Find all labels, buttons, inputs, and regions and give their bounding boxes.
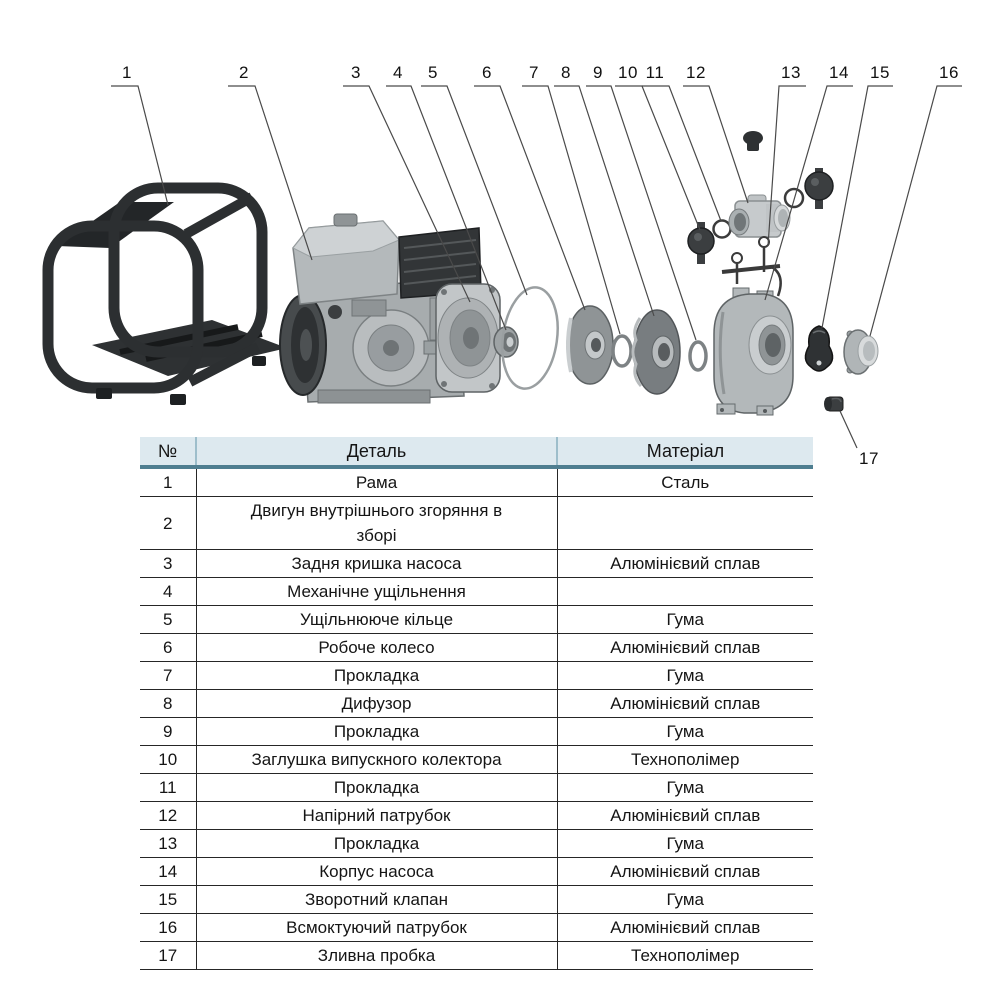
part-name: Всмоктуючий патрубок	[196, 914, 557, 942]
material-name: Гума	[557, 774, 813, 802]
table-row	[140, 634, 813, 662]
drain-plug-part	[824, 397, 843, 411]
table-row	[140, 550, 813, 578]
callout-9: 9	[593, 63, 603, 82]
row-number: 11	[140, 774, 196, 802]
pump-exploded-svg	[0, 0, 1000, 470]
parts-table	[140, 437, 813, 970]
table-row	[140, 467, 813, 497]
part-name: Напірний патрубок	[196, 802, 557, 830]
material-name: Гума	[557, 830, 813, 858]
row-number: 6	[140, 634, 196, 662]
table-header-row	[140, 437, 813, 467]
header-part: Деталь	[196, 437, 557, 467]
row-number: 2	[140, 497, 196, 550]
table-row	[140, 886, 813, 914]
part-name: Механічне ущільнення	[196, 578, 557, 606]
callout-6: 6	[482, 63, 492, 82]
material-name: Технополімер	[557, 942, 813, 970]
table-row	[140, 662, 813, 690]
callout-10: 10	[618, 63, 638, 82]
row-number: 17	[140, 942, 196, 970]
part-name: Заглушка випускного колектора	[196, 746, 557, 774]
gasket7-part	[613, 336, 631, 366]
row-number: 13	[140, 830, 196, 858]
header-number: №	[140, 437, 196, 467]
table-row	[140, 858, 813, 886]
material-name: Гума	[557, 718, 813, 746]
material-name: Алюмінієвий сплав	[557, 634, 813, 662]
part-name: Задня кришка насоса	[196, 550, 557, 578]
row-number: 15	[140, 886, 196, 914]
row-number: 7	[140, 662, 196, 690]
table-row	[140, 830, 813, 858]
suction-port-part	[844, 330, 878, 374]
gasket9-part	[690, 342, 706, 370]
mechanical-seal-part	[494, 327, 518, 357]
row-number: 9	[140, 718, 196, 746]
part-name: Корпус насоса	[196, 858, 557, 886]
part-name: Прокладка	[196, 774, 557, 802]
callout-3: 3	[351, 63, 361, 82]
table-row	[140, 497, 813, 550]
part-name: Двигун внутрішнього згоряння в зборі	[196, 497, 557, 550]
priming-plug-icon	[743, 131, 763, 151]
row-number: 10	[140, 746, 196, 774]
part-name: Робоче колесо	[196, 634, 557, 662]
row-number: 4	[140, 578, 196, 606]
row-number: 16	[140, 914, 196, 942]
callout-7: 7	[529, 63, 539, 82]
material-name: Алюмінієвий сплав	[557, 858, 813, 886]
table-row	[140, 802, 813, 830]
pump-housing-part	[714, 288, 793, 415]
callout-1: 1	[122, 63, 132, 82]
material-name: Гума	[557, 886, 813, 914]
rear-cover-part	[436, 284, 500, 392]
callout-16: 16	[939, 63, 959, 82]
callout-17: 17	[859, 449, 879, 468]
exploded-view-diagram	[0, 0, 1000, 470]
side-cap-icon	[805, 168, 833, 209]
manifold-plug-part	[688, 222, 714, 264]
frame-part	[48, 188, 287, 405]
callout-8: 8	[561, 63, 571, 82]
material-name: Алюмінієвий сплав	[557, 690, 813, 718]
part-name: Прокладка	[196, 718, 557, 746]
impeller-part	[567, 306, 613, 384]
table-row	[140, 690, 813, 718]
row-number: 12	[140, 802, 196, 830]
callout-12: 12	[686, 63, 706, 82]
wire-handle-icon	[722, 237, 781, 296]
leader-lines	[111, 86, 962, 448]
part-name: Прокладка	[196, 662, 557, 690]
discharge-port-part	[729, 195, 790, 237]
row-number: 3	[140, 550, 196, 578]
diffuser-part	[633, 310, 680, 394]
table-row	[140, 606, 813, 634]
part-name: Дифузор	[196, 690, 557, 718]
part-name: Зворотний клапан	[196, 886, 557, 914]
table-row	[140, 942, 813, 970]
row-number: 14	[140, 858, 196, 886]
callout-15: 15	[870, 63, 890, 82]
row-number: 1	[140, 467, 196, 497]
material-name: Гума	[557, 662, 813, 690]
part-name: Рама	[196, 467, 557, 497]
table-row	[140, 914, 813, 942]
material-name: Алюмінієвий сплав	[557, 914, 813, 942]
material-name	[557, 578, 813, 606]
material-name	[557, 497, 813, 550]
part-name: Прокладка	[196, 830, 557, 858]
part-name: Ущільнююче кільце	[196, 606, 557, 634]
callout-5: 5	[428, 63, 438, 82]
oring11-part	[714, 221, 731, 238]
material-name: Алюмінієвий сплав	[557, 802, 813, 830]
check-valve-part	[805, 326, 832, 371]
row-number: 5	[140, 606, 196, 634]
callout-13: 13	[781, 63, 801, 82]
table-row	[140, 718, 813, 746]
material-name: Сталь	[557, 467, 813, 497]
callout-4: 4	[393, 63, 403, 82]
callout-2: 2	[239, 63, 249, 82]
table-row	[140, 746, 813, 774]
material-name: Технополімер	[557, 746, 813, 774]
material-name: Гума	[557, 606, 813, 634]
table-row	[140, 774, 813, 802]
table-row	[140, 578, 813, 606]
callout-14: 14	[829, 63, 849, 82]
parts-table-body	[140, 467, 813, 970]
row-number: 8	[140, 690, 196, 718]
callout-11: 11	[645, 63, 665, 82]
material-name: Алюмінієвий сплав	[557, 550, 813, 578]
part-name: Зливна пробка	[196, 942, 557, 970]
header-material: Матеріал	[557, 437, 813, 467]
